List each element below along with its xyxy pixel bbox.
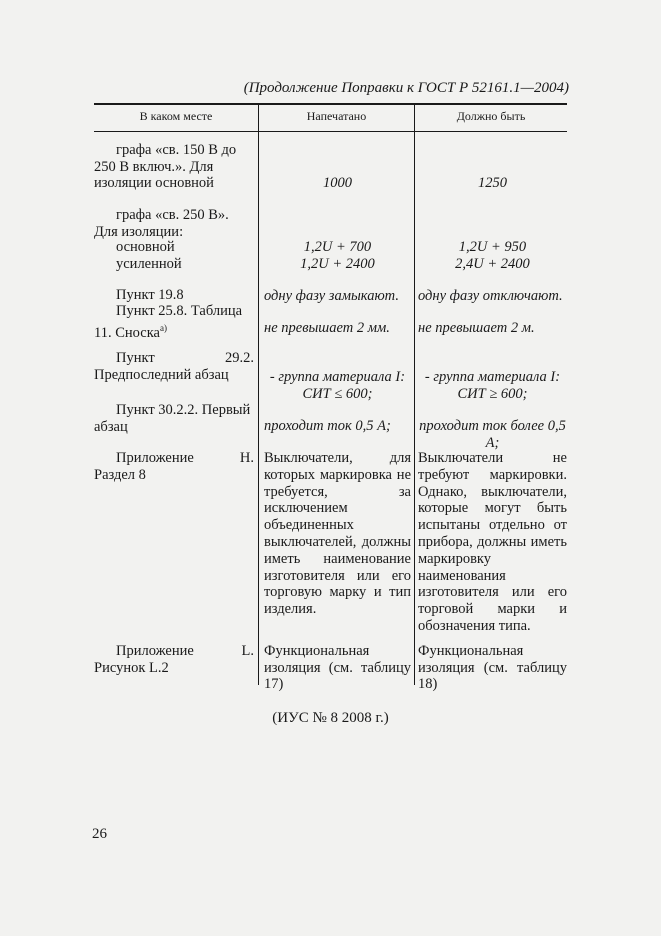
table-header-rule <box>94 131 567 132</box>
continuation-note: (Продолжение Поправки к ГОСТ Р 52161.1—2004) <box>243 80 569 96</box>
column-header-printed: Напечатано <box>306 109 367 123</box>
page-number: 26 <box>92 826 107 842</box>
row2-place-reinforced: усиленной <box>116 256 182 272</box>
row4-should: - группа материала I: СИТ ≥ 600; <box>424 369 561 402</box>
row3-place-b <box>94 303 254 341</box>
row7-printed: Функциональная изоляция (см. таблицу 17) <box>264 643 411 692</box>
ius-reference: (ИУС № 8 2008 г.) <box>272 710 389 726</box>
row5-printed: проходит ток 0,5 А; <box>264 418 391 434</box>
row6-printed: Выключатели, для которых маркировка не требуется, за исключением объединенных выключателей, должны иметь наименование изготовителя или его торговую марку и тип изделия. <box>264 450 411 618</box>
row2-should-basic: 1,2U + 950 <box>458 239 527 255</box>
row4-place: Пункт 29.2. Предпоследний абзац <box>94 350 254 383</box>
row6-place: Приложение Н. Раздел 8 <box>94 450 254 483</box>
row2-printed-reinforced: 1,2U + 2400 <box>300 256 375 272</box>
row2-printed-basic: 1,2U + 700 <box>303 239 372 255</box>
table-top-rule <box>94 103 567 105</box>
row3-place-a: Пункт 19.8 <box>116 287 184 303</box>
row4-printed: - группа материала I: СИТ ≤ 600; <box>269 369 406 402</box>
row3-should-b: не превышает 2 м. <box>418 320 535 336</box>
row7-should: Функциональная изоляция (см. таблицу 18) <box>418 643 567 692</box>
row3-printed-a: одну фазу замыкают. <box>264 288 399 304</box>
row1-printed: 1000 <box>323 175 352 191</box>
column-divider-2 <box>414 103 415 685</box>
row1-place: графа «св. 150 В до 250 В включ.». Для изоляции основной <box>94 142 237 191</box>
footnote-marker: а) <box>159 322 167 333</box>
row5-place: Пункт 30.2.2. Первый абзац <box>94 402 251 435</box>
column-divider-1 <box>258 103 259 685</box>
row2-place-basic: основной <box>116 239 175 255</box>
row3-printed-b: не превышает 2 мм. <box>264 320 390 336</box>
row5-should: проходит ток более 0,5 А; <box>419 418 566 451</box>
row6-should: Выключатели не требуют маркировки. Однако, выключатели, которые могут быть испытаны отдельно от прибора, должны иметь маркировку наименования изготовителя или его торговой марки и обозначения типа. <box>418 450 567 634</box>
row7-place: Приложение L. Рисунок L.2 <box>94 643 254 676</box>
row2-should-reinforced: 2,4U + 2400 <box>455 256 530 272</box>
column-header-place: В каком месте <box>139 109 213 123</box>
row2-place-head: графа «св. 250 В». Для изоляции: <box>94 207 229 240</box>
row1-should: 1250 <box>478 175 507 191</box>
column-header-should: Должно быть <box>456 109 526 123</box>
row3-should-a: одну фазу отключают. <box>418 288 563 304</box>
row3-place-b-text: Пункт 25.8. Таблица 11. Сноска <box>94 303 243 341</box>
